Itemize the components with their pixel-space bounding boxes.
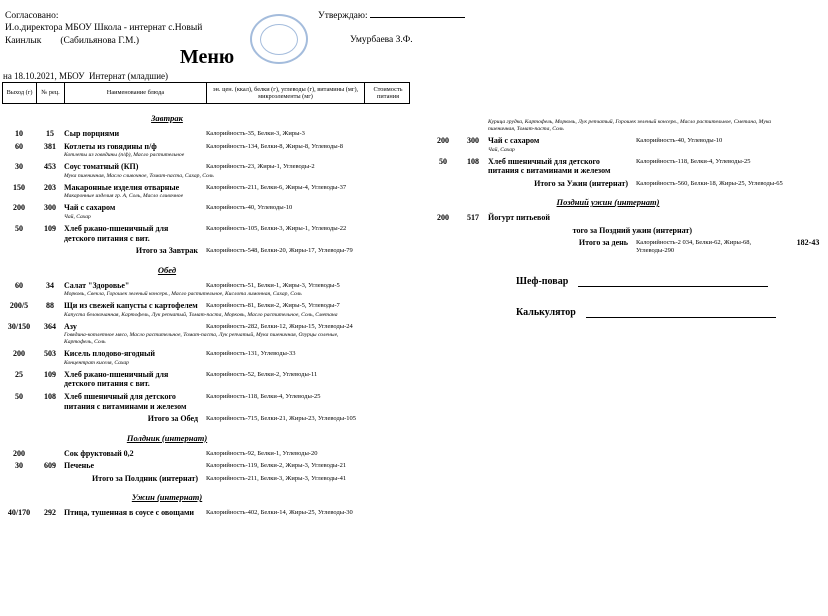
approved-block xyxy=(318,8,465,45)
approved-name: Умурбаева З.Ф. xyxy=(350,35,413,45)
section-title: Полдник (интернат) xyxy=(126,432,208,443)
total-nutrition: Калорийность-2 034, Белки-62, Жиры-68, Углеводы-290 xyxy=(636,238,752,255)
calculator-label: Калькулятор xyxy=(516,306,576,318)
total-label: Итого за Завтрак xyxy=(135,246,198,256)
total-row-dinner xyxy=(428,179,828,188)
col-header-nutrition: эн. цен. (ккал), белки (г), углеводы (г), витамины (мг), микроэлементы (мг) xyxy=(207,83,365,103)
ingredients-line: Мука пшеничная, Масло сливочное, Томат-паста, Сахар, Соль xyxy=(64,172,214,179)
total-row-breakfast xyxy=(2,246,410,255)
dish-weight: 30 xyxy=(15,461,23,471)
dish-name: Макаронные изделия отварные xyxy=(64,182,180,192)
dish-recipe: 109 xyxy=(44,223,56,233)
dish-name: Соус томатный (КП) xyxy=(64,162,139,172)
dish-weight: 200 xyxy=(13,349,25,359)
dish-name: Хлеб ржано-пшеничный для детского питания с вит. xyxy=(64,369,169,389)
dish-recipe: 108 xyxy=(467,156,479,166)
dish-weight: 60 xyxy=(15,141,23,151)
dish-nutrition: Калорийность-40, Углеводы-10 xyxy=(636,136,723,144)
dish-row xyxy=(428,213,828,223)
dish-nutrition: Калорийность-52, Белки-2, Углеводы-11 xyxy=(206,370,318,378)
agreed-block xyxy=(5,10,202,47)
dish-nutrition: Калорийность-92, Белки-1, Углеводы-20 xyxy=(206,449,318,457)
total-row-snack xyxy=(2,474,410,483)
agreed-line1: И.о.директора МБОУ Школа - интернат с.Новый xyxy=(5,23,203,34)
dish-recipe: 300 xyxy=(44,203,56,213)
dish-weight: 150 xyxy=(13,182,25,192)
dish-nutrition: Калорийность-402, Белки-14, Жиры-25, Углеводы-30 xyxy=(206,509,353,517)
dish-weight: 40/170 xyxy=(7,508,31,518)
section-title: Обед xyxy=(157,264,177,275)
day-total-cost: 182-43 xyxy=(796,237,820,247)
total-nutrition: Калорийность-211, Белки-3, Жиры-3, Углеводы-41 xyxy=(206,474,347,482)
chef-signature-row xyxy=(516,276,828,287)
dish-row xyxy=(2,224,410,243)
dish-name: Печенье xyxy=(64,461,95,471)
dish-name: Йогурт питьевой xyxy=(488,213,550,223)
total-nutrition xyxy=(700,226,828,227)
dish-weight: 200 xyxy=(437,213,449,223)
dish-name: Хлеб пшеничный для детского питания с витаминами и железом xyxy=(64,392,187,411)
col-header-dish: Наименование блюда xyxy=(65,83,207,103)
dish-weight: 50 xyxy=(15,223,23,233)
dish-nutrition: Калорийность-134, Белки-8, Жиры-8, Углеводы-8 xyxy=(206,142,344,150)
dish-recipe: 292 xyxy=(44,508,56,518)
dish-name: Сыр порциями xyxy=(64,129,120,138)
approved-signature-line xyxy=(370,8,465,18)
dish-nutrition: Калорийность-118, Белки-4, Углеводы-25 xyxy=(206,393,321,401)
section-breakfast xyxy=(2,108,332,126)
dish-row xyxy=(2,370,410,389)
dish-nutrition: Калорийность-51, Белки-1, Жиры-3, Углеводы-5 xyxy=(206,281,340,289)
dish-weight: 30 xyxy=(15,162,23,172)
dish-row xyxy=(2,142,410,152)
col-header-cost: Стоимость питания xyxy=(373,85,403,100)
dish-name: Котлеты из говядины п/ф xyxy=(64,141,157,151)
dish-recipe: 108 xyxy=(44,392,56,402)
total-label: Итого за Полдник (интернат) xyxy=(92,473,198,483)
ingredients-line: Макаронные изделия гр. А, Соль, Масло сливочное xyxy=(64,193,184,200)
dish-nutrition: Калорийность-282, Белки-12, Жиры-15, Углеводы-24 xyxy=(206,322,353,330)
page-title: Меню xyxy=(179,46,235,68)
dish-row xyxy=(2,203,410,213)
total-row-day xyxy=(428,238,828,256)
total-row-late-dinner xyxy=(428,226,828,235)
dish-row xyxy=(2,508,410,518)
dish-row xyxy=(2,162,410,172)
dish-weight: 50 xyxy=(15,392,23,402)
dish-nutrition: Калорийность-81, Белки-2, Жиры-5, Углеводы-7 xyxy=(206,302,340,310)
calculator-signature-line xyxy=(586,307,776,318)
dish-weight: 200 xyxy=(437,135,449,145)
section-dinner xyxy=(2,487,332,505)
total-label: Итого за Ужин (интернат) xyxy=(534,178,628,188)
total-label: Итого за Обед xyxy=(147,414,198,424)
section-snack xyxy=(2,428,332,446)
chef-label: Шеф-повар xyxy=(516,275,569,287)
table-header-row xyxy=(2,82,410,104)
dish-row xyxy=(2,322,410,332)
dish-nutrition: Калорийность-131, Углеводы-33 xyxy=(206,350,296,358)
ingredients-line: Котлеты из говядины (п/ф), Масло растительное xyxy=(64,152,185,159)
col-header-recipe: № рец. xyxy=(37,83,65,103)
ingredients-line: Чай, Сахар xyxy=(488,146,515,153)
ingredients-line: Морковь, Свекла, Горошек зеленый консерв., Масло растительное, Кислота лимонная, Сахар, Соль xyxy=(64,291,302,298)
dish-recipe: 503 xyxy=(44,349,56,359)
section-lunch xyxy=(2,260,332,278)
dish-row xyxy=(428,136,828,146)
section-late-dinner xyxy=(428,192,788,210)
total-label: Итого за день xyxy=(578,237,628,247)
dish-nutrition xyxy=(636,213,788,214)
col-header-weight: Выход (г) xyxy=(3,83,37,103)
section-title: Поздний ужин (интернат) xyxy=(556,197,660,208)
dish-recipe: 300 xyxy=(467,135,479,145)
dish-nutrition: Калорийность-211, Белки-6, Жиры-4, Углеводы-37 xyxy=(206,183,347,191)
total-row-lunch xyxy=(2,414,410,423)
dish-name: Хлеб ржано-пшеничный для детского питания с вит. xyxy=(64,223,169,243)
dish-weight: 60 xyxy=(15,280,23,290)
ingredients-line: Говядина-котлетное мясо, Масло растительное, Томат-паста, Лук репчатый, Мука пшеничная, Огурцы соленые, Картофель, Соль xyxy=(64,332,339,346)
dish-name: Щи из свежей капусты с картофелем xyxy=(64,301,198,311)
dish-row xyxy=(2,183,410,193)
approved-line xyxy=(318,8,465,21)
dish-nutrition: Калорийность-105, Белки-3, Жиры-1, Углеводы-22 xyxy=(206,224,347,232)
dish-name: Азу xyxy=(64,321,77,331)
dish-name: Чай с сахаром xyxy=(488,135,540,145)
total-nutrition: Калорийность-548, Белки-20, Жиры-17, Углеводы-79 xyxy=(206,247,353,255)
dish-recipe: 109 xyxy=(44,369,56,379)
ingredients-line: Концентрат киселя, Сахар xyxy=(64,359,129,366)
agreed-label: Согласовано: xyxy=(5,11,59,21)
dish-name: Птица, тушенная в соусе с овощами xyxy=(64,508,194,518)
calculator-signature-row xyxy=(516,307,828,318)
menu-date-line: на 18.10.2021, МБОУ Интернат (младшие) xyxy=(3,71,169,81)
dish-name: Хлеб пшеничный для детского питания с витаминами и железом xyxy=(488,156,611,176)
dish-recipe: 517 xyxy=(467,213,479,223)
dish-name: Чай с сахаром xyxy=(64,203,116,213)
approved-label: Утверждаю: xyxy=(318,11,368,21)
dish-recipe: 453 xyxy=(44,162,56,172)
dish-nutrition: Калорийность-118, Белки-4, Углеводы-25 xyxy=(636,157,751,165)
dish-weight: 25 xyxy=(15,369,23,379)
dish-row xyxy=(2,449,410,459)
total-label: того за Поздний ужин (интернат) xyxy=(572,225,692,235)
menu-table-left xyxy=(2,82,410,518)
total-nutrition: Калорийность-560, Белки-18, Жиры-25, Углеводы-65 xyxy=(636,179,783,187)
dish-nutrition: Калорийность-40, Углеводы-10 xyxy=(206,204,293,212)
dish-recipe: 364 xyxy=(44,321,56,331)
dish-row xyxy=(2,392,410,411)
dish-row xyxy=(428,157,828,176)
dish-weight: 50 xyxy=(439,156,447,166)
section-title: Ужин (интернат) xyxy=(131,492,203,503)
dish-weight: 200/5 xyxy=(9,301,29,311)
dish-row xyxy=(2,129,410,139)
chef-signature-line xyxy=(578,276,768,287)
section-title: Завтрак xyxy=(151,113,183,123)
agreed-line2: Каинлык (Сабильянова Г.М.) xyxy=(5,35,139,46)
dish-row xyxy=(2,461,410,471)
dish-weight: 200 xyxy=(13,203,25,213)
dish-recipe: 609 xyxy=(44,461,56,471)
dish-nutrition: Калорийность-23, Жиры-1, Углеводы-2 xyxy=(206,163,315,171)
dish-recipe: 203 xyxy=(44,182,56,192)
dish-row xyxy=(2,349,410,359)
dish-weight: 10 xyxy=(15,129,23,138)
dish-name: Салат "Здоровье" xyxy=(64,280,130,290)
ingredients-line: Капуста белокочанная, Картофель, Лук репчатый, Томат-паста, Морковь, Масло растительное, Соль, Сметана xyxy=(64,311,338,318)
dish-row xyxy=(2,301,410,311)
dish-recipe: 381 xyxy=(44,141,56,151)
ingredients-line: Чай, Сахар xyxy=(64,213,91,220)
dish-nutrition: Калорийность-35, Белки-3, Жиры-3 xyxy=(206,130,305,137)
dish-nutrition: Калорийность-119, Белки-2, Жиры-3, Углеводы-21 xyxy=(206,462,347,470)
dish-row xyxy=(2,281,410,291)
dish-name: Сок фруктовый 0,2 xyxy=(64,448,134,458)
dish-name: Кисель плодово-ягодный xyxy=(64,349,156,359)
dish-weight: 30/150 xyxy=(7,321,31,331)
dish-recipe: 15 xyxy=(46,129,54,138)
dish-recipe: 88 xyxy=(46,301,54,311)
dish-weight: 200 xyxy=(13,448,25,458)
ingredients-line: Курица грудка, Картофель, Морковь, Лук репчатый, Горошек зеленый консерв., Масло растительное, Сметана, Мука пшеничная, Томат-паста, Соль xyxy=(488,119,772,132)
total-nutrition: Калорийность-715, Белки-21, Жиры-23, Углеводы-105 xyxy=(206,415,357,423)
menu-table-right xyxy=(428,118,828,318)
dish-recipe: 34 xyxy=(46,280,54,290)
